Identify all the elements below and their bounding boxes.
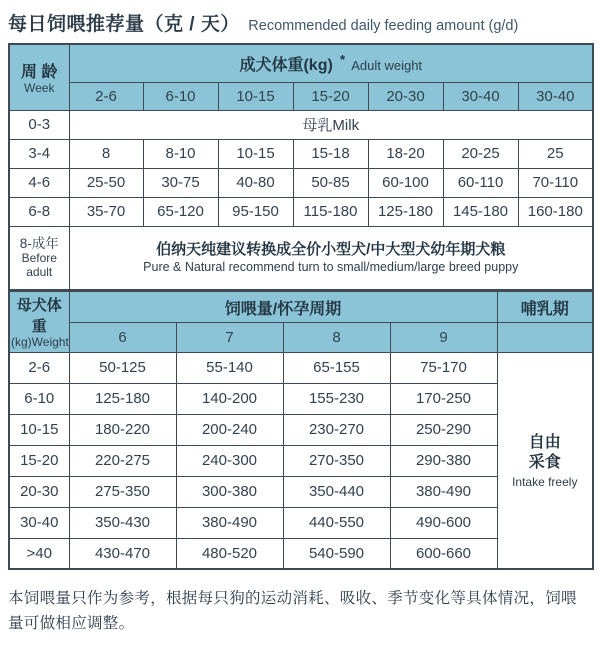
- feeding-value-cell: 540-590: [283, 538, 390, 569]
- week-age-header-en: Week: [24, 80, 55, 95]
- feeding-value-cell: 200-240: [176, 414, 283, 445]
- feeding-value-cell: 160-180: [518, 197, 593, 226]
- mother-weight-label: 6-10: [9, 383, 69, 414]
- mother-weight-header: [9, 292, 69, 353]
- feeding-value-cell: 65-120: [143, 197, 218, 226]
- feeding-value-cell: 18-20: [368, 139, 443, 168]
- feeding-value-cell: 350-430: [69, 507, 176, 538]
- feeding-value-cell: 10-15: [218, 139, 293, 168]
- feeding-value-cell: 75-170: [390, 352, 497, 383]
- mother-weight-label: 10-15: [9, 414, 69, 445]
- switch-food-note-en: Pure & Natural recommend turn to small/medium/large breed puppy: [143, 259, 519, 274]
- pregnancy-week-col-header: 8: [283, 323, 390, 352]
- lactation-header-empty-cell: [497, 323, 593, 352]
- weight-col-header: 10-15: [218, 82, 293, 110]
- feeding-value-cell: 290-380: [390, 445, 497, 476]
- feeding-value-cell: 8: [69, 139, 143, 168]
- week-range-label: 4-6: [9, 168, 69, 197]
- weight-col-header: 2-6: [69, 82, 143, 110]
- intake-freely-zh2: 采食: [528, 453, 561, 471]
- table-row: [9, 197, 593, 226]
- page-title: [0, 0, 600, 43]
- feeding-value-cell: 170-250: [390, 383, 497, 414]
- mother-feeding-table: [8, 291, 594, 570]
- feeding-value-cell: 270-350: [283, 445, 390, 476]
- feeding-value-cell: 155-230: [283, 383, 390, 414]
- feeding-value-cell: 8-10: [143, 139, 218, 168]
- before-adult-label: [9, 226, 69, 290]
- feeding-value-cell: 50-125: [69, 352, 176, 383]
- table-row: [9, 139, 593, 168]
- adult-weight-header: [69, 44, 593, 82]
- weight-col-header: 15-20: [293, 82, 368, 110]
- feeding-value-cell: 60-100: [368, 168, 443, 197]
- feeding-value-cell: 300-380: [176, 476, 283, 507]
- table-row: [9, 352, 593, 383]
- feeding-value-cell: 35-70: [69, 197, 143, 226]
- feeding-value-cell: 60-110: [443, 168, 518, 197]
- before-adult-label-en2: adult: [26, 264, 53, 279]
- pregnancy-period-header: 饲喂量/怀孕周期: [69, 292, 497, 323]
- feeding-value-cell: 125-180: [69, 383, 176, 414]
- feeding-value-cell: 125-180: [368, 197, 443, 226]
- feeding-value-cell: 70-110: [518, 168, 593, 197]
- switch-food-note-cell: [69, 226, 593, 290]
- adult-weight-header-asterisk: *: [339, 51, 346, 67]
- pregnancy-week-col-header: 7: [176, 323, 283, 352]
- feeding-value-cell: 350-440: [283, 476, 390, 507]
- mother-weight-label: >40: [9, 538, 69, 569]
- feeding-value-cell: 230-270: [283, 414, 390, 445]
- week-range-label: 6-8: [9, 197, 69, 226]
- feeding-value-cell: 140-200: [176, 383, 283, 414]
- feeding-value-cell: 50-85: [293, 168, 368, 197]
- before-adult-label-zh: 8-成年: [19, 235, 59, 251]
- mother-weight-label: 30-40: [9, 507, 69, 538]
- feeding-value-cell: 95-150: [218, 197, 293, 226]
- feeding-value-cell: 55-140: [176, 352, 283, 383]
- puppy-feeding-table: [8, 43, 594, 291]
- feeding-value-cell: 30-75: [143, 168, 218, 197]
- feeding-value-cell: 250-290: [390, 414, 497, 445]
- table-row-before-adult: [9, 226, 593, 290]
- milk-span-cell: 母乳Milk: [69, 110, 593, 139]
- feeding-value-cell: 145-180: [443, 197, 518, 226]
- feeding-value-cell: 600-660: [390, 538, 497, 569]
- week-age-header: [9, 44, 69, 110]
- adult-weight-header-zh: 成犬体重(kg): [239, 56, 333, 74]
- feeding-value-cell: 490-600: [390, 507, 497, 538]
- feeding-value-cell: 480-520: [176, 538, 283, 569]
- feeding-value-cell: 20-25: [443, 139, 518, 168]
- feeding-value-cell: 430-470: [69, 538, 176, 569]
- feeding-value-cell: 115-180: [293, 197, 368, 226]
- page-title-en: Recommended daily feeding amount (g/d): [248, 18, 519, 34]
- lactation-header: 哺乳期: [497, 292, 593, 323]
- intake-freely-en: Intake freely: [512, 474, 578, 489]
- table-row: [9, 168, 593, 197]
- week-range-label: 0-3: [9, 110, 69, 139]
- weight-col-header: 30-40: [443, 82, 518, 110]
- adult-weight-header-en: Adult weight: [351, 57, 423, 73]
- mother-weight-label: 20-30: [9, 476, 69, 507]
- mother-weight-label: 2-6: [9, 352, 69, 383]
- switch-food-note-zh: 伯纳天纯建议转换成全价小型犬/中大型犬幼年期犬粮: [156, 241, 506, 259]
- intake-freely-cell: [497, 352, 593, 569]
- page-title-zh: 每日饲喂推荐量（克 / 天）: [8, 14, 240, 35]
- feeding-value-cell: 25-50: [69, 168, 143, 197]
- week-age-header-zh: 周 龄: [21, 63, 58, 81]
- feeding-value-cell: 15-18: [293, 139, 368, 168]
- feeding-value-cell: 275-350: [69, 476, 176, 507]
- before-adult-label-en1: Before: [21, 251, 57, 266]
- feeding-value-cell: 220-275: [69, 445, 176, 476]
- feeding-value-cell: 240-300: [176, 445, 283, 476]
- footer-disclaimer: 本饲喂量只作为参考，根据每只狗的运动消耗、吸收、季节变化等具体情况，饲喂量可做相应调整。: [8, 590, 577, 633]
- pregnancy-week-col-header: 9: [390, 323, 497, 352]
- feeding-value-cell: 25: [518, 139, 593, 168]
- mother-weight-header-en: (kg)Weight: [11, 335, 69, 349]
- feeding-value-cell: 40-80: [218, 168, 293, 197]
- weight-col-header: 20-30: [368, 82, 443, 110]
- feeding-value-cell: 380-490: [390, 476, 497, 507]
- intake-freely-zh1: 自由: [528, 433, 561, 451]
- table-row: [9, 110, 593, 139]
- feeding-value-cell: 180-220: [69, 414, 176, 445]
- mother-weight-header-zh: 母犬体重: [16, 297, 62, 335]
- week-range-label: 3-4: [9, 139, 69, 168]
- pregnancy-week-col-header: 6: [69, 323, 176, 352]
- feeding-value-cell: 380-490: [176, 507, 283, 538]
- weight-col-header: 30-40: [518, 82, 593, 110]
- feeding-value-cell: 65-155: [283, 352, 390, 383]
- weight-col-header: 6-10: [143, 82, 218, 110]
- mother-weight-label: 15-20: [9, 445, 69, 476]
- feeding-value-cell: 440-550: [283, 507, 390, 538]
